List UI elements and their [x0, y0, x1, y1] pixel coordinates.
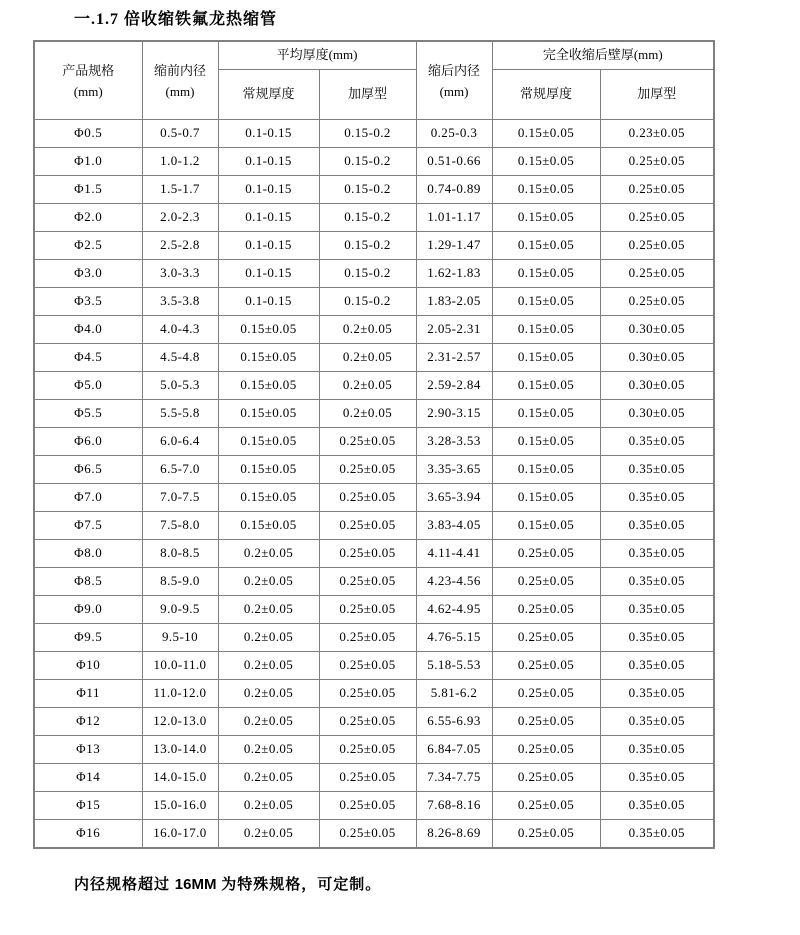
cell-wall-regular-thickness: 0.25±0.05	[492, 624, 600, 652]
cell-spec: Φ14	[34, 764, 142, 792]
cell-post-inner-diameter: 3.35-3.65	[416, 456, 492, 484]
cell-post-inner-diameter: 1.62-1.83	[416, 260, 492, 288]
cell-avg-regular-thickness: 0.2±0.05	[218, 764, 319, 792]
spec-table-body	[34, 120, 714, 849]
cell-pre-inner-diameter: 6.5-7.0	[142, 456, 218, 484]
table-row	[34, 596, 714, 624]
cell-avg-thickened: 0.25±0.05	[319, 540, 416, 568]
cell-spec: Φ3.5	[34, 288, 142, 316]
cell-post-inner-diameter: 4.76-5.15	[416, 624, 492, 652]
cell-spec: Φ15	[34, 792, 142, 820]
cell-spec: Φ9.5	[34, 624, 142, 652]
cell-avg-regular-thickness: 0.1-0.15	[218, 148, 319, 176]
cell-spec: Φ2.0	[34, 204, 142, 232]
cell-wall-regular-thickness: 0.25±0.05	[492, 596, 600, 624]
cell-pre-inner-diameter: 3.0-3.3	[142, 260, 218, 288]
cell-avg-thickened: 0.2±0.05	[319, 316, 416, 344]
cell-wall-regular-thickness: 0.15±0.05	[492, 428, 600, 456]
cell-wall-thickened: 0.23±0.05	[600, 120, 714, 148]
cell-avg-regular-thickness: 0.2±0.05	[218, 708, 319, 736]
cell-avg-regular-thickness: 0.2±0.05	[218, 540, 319, 568]
cell-wall-regular-thickness: 0.15±0.05	[492, 232, 600, 260]
cell-avg-regular-thickness: 0.2±0.05	[218, 736, 319, 764]
table-row	[34, 344, 714, 372]
cell-avg-regular-thickness: 0.2±0.05	[218, 596, 319, 624]
cell-avg-thickened: 0.25±0.05	[319, 680, 416, 708]
cell-post-inner-diameter: 0.25-0.3	[416, 120, 492, 148]
cell-pre-inner-diameter: 2.0-2.3	[142, 204, 218, 232]
cell-avg-regular-thickness: 0.2±0.05	[218, 820, 319, 849]
cell-wall-regular-thickness: 0.15±0.05	[492, 344, 600, 372]
cell-post-inner-diameter: 3.65-3.94	[416, 484, 492, 512]
column-header-product-spec-label: 产品规格	[62, 62, 115, 78]
table-row	[34, 764, 714, 792]
cell-post-inner-diameter: 3.28-3.53	[416, 428, 492, 456]
cell-pre-inner-diameter: 4.5-4.8	[142, 344, 218, 372]
footer-note-suffix: 为特殊规格，可定制。	[216, 877, 382, 893]
cell-avg-thickened: 0.15-0.2	[319, 148, 416, 176]
column-group-full-shrink-wall: 完全收缩后壁厚(mm)	[492, 41, 714, 70]
table-row	[34, 736, 714, 764]
cell-wall-regular-thickness: 0.25±0.05	[492, 708, 600, 736]
cell-wall-regular-thickness: 0.15±0.05	[492, 176, 600, 204]
cell-wall-regular-thickness: 0.25±0.05	[492, 652, 600, 680]
cell-wall-thickened: 0.35±0.05	[600, 708, 714, 736]
cell-post-inner-diameter: 0.51-0.66	[416, 148, 492, 176]
cell-wall-regular-thickness: 0.15±0.05	[492, 260, 600, 288]
cell-avg-regular-thickness: 0.15±0.05	[218, 428, 319, 456]
table-row	[34, 708, 714, 736]
cell-pre-inner-diameter: 15.0-16.0	[142, 792, 218, 820]
cell-wall-thickened: 0.25±0.05	[600, 204, 714, 232]
cell-avg-thickened: 0.25±0.05	[319, 568, 416, 596]
cell-avg-regular-thickness: 0.15±0.05	[218, 344, 319, 372]
cell-avg-thickened: 0.25±0.05	[319, 596, 416, 624]
cell-wall-regular-thickness: 0.25±0.05	[492, 680, 600, 708]
cell-pre-inner-diameter: 16.0-17.0	[142, 820, 218, 849]
cell-wall-regular-thickness: 0.15±0.05	[492, 512, 600, 540]
cell-spec: Φ6.5	[34, 456, 142, 484]
cell-wall-thickened: 0.30±0.05	[600, 316, 714, 344]
cell-spec: Φ1.0	[34, 148, 142, 176]
table-row	[34, 792, 714, 820]
cell-avg-regular-thickness: 0.1-0.15	[218, 232, 319, 260]
cell-spec: Φ4.5	[34, 344, 142, 372]
table-row	[34, 540, 714, 568]
cell-spec: Φ5.5	[34, 400, 142, 428]
cell-wall-thickened: 0.35±0.05	[600, 596, 714, 624]
table-row	[34, 624, 714, 652]
footer-note-size-value: 16MM	[174, 876, 217, 893]
cell-avg-thickened: 0.15-0.2	[319, 232, 416, 260]
cell-wall-thickened: 0.35±0.05	[600, 736, 714, 764]
cell-avg-thickened: 0.25±0.05	[319, 820, 416, 849]
cell-post-inner-diameter: 2.31-2.57	[416, 344, 492, 372]
cell-wall-regular-thickness: 0.15±0.05	[492, 316, 600, 344]
cell-avg-thickened: 0.15-0.2	[319, 260, 416, 288]
cell-wall-thickened: 0.35±0.05	[600, 624, 714, 652]
cell-pre-inner-diameter: 8.5-9.0	[142, 568, 218, 596]
table-row	[34, 288, 714, 316]
cell-avg-regular-thickness: 0.1-0.15	[218, 260, 319, 288]
cell-post-inner-diameter: 1.83-2.05	[416, 288, 492, 316]
cell-wall-thickened: 0.35±0.05	[600, 540, 714, 568]
cell-avg-thickened: 0.25±0.05	[319, 512, 416, 540]
column-header-post-inner-diameter-label: 缩后内径	[428, 62, 481, 78]
cell-post-inner-diameter: 4.23-4.56	[416, 568, 492, 596]
table-row	[34, 372, 714, 400]
cell-wall-regular-thickness: 0.25±0.05	[492, 568, 600, 596]
cell-avg-regular-thickness: 0.15±0.05	[218, 400, 319, 428]
column-header-pre-inner-diameter-unit: (mm)	[165, 83, 195, 99]
cell-wall-thickened: 0.25±0.05	[600, 232, 714, 260]
cell-pre-inner-diameter: 11.0-12.0	[142, 680, 218, 708]
cell-avg-thickened: 0.25±0.05	[319, 484, 416, 512]
table-row	[34, 204, 714, 232]
cell-wall-thickened: 0.35±0.05	[600, 484, 714, 512]
cell-spec: Φ13	[34, 736, 142, 764]
cell-post-inner-diameter: 7.34-7.75	[416, 764, 492, 792]
column-header-post-inner-diameter	[416, 41, 492, 120]
cell-avg-regular-thickness: 0.1-0.15	[218, 288, 319, 316]
column-header-wall-regular-thickness: 常规厚度	[492, 70, 600, 120]
table-row	[34, 148, 714, 176]
cell-wall-thickened: 0.35±0.05	[600, 568, 714, 596]
cell-avg-thickened: 0.25±0.05	[319, 428, 416, 456]
column-header-product-spec-unit: (mm)	[73, 83, 103, 99]
table-row	[34, 120, 714, 148]
cell-avg-thickened: 0.15-0.2	[319, 176, 416, 204]
cell-post-inner-diameter: 6.55-6.93	[416, 708, 492, 736]
cell-post-inner-diameter: 1.01-1.17	[416, 204, 492, 232]
cell-wall-regular-thickness: 0.15±0.05	[492, 288, 600, 316]
table-row	[34, 512, 714, 540]
cell-wall-thickened: 0.35±0.05	[600, 680, 714, 708]
footer-note	[74, 873, 381, 894]
spec-table	[33, 40, 715, 849]
cell-pre-inner-diameter: 9.0-9.5	[142, 596, 218, 624]
cell-wall-thickened: 0.25±0.05	[600, 176, 714, 204]
cell-wall-regular-thickness: 0.15±0.05	[492, 456, 600, 484]
column-header-product-spec	[34, 41, 142, 120]
cell-wall-regular-thickness: 0.15±0.05	[492, 148, 600, 176]
column-header-pre-inner-diameter-label: 缩前内径	[153, 62, 206, 78]
cell-pre-inner-diameter: 13.0-14.0	[142, 736, 218, 764]
cell-avg-thickened: 0.25±0.05	[319, 736, 416, 764]
cell-avg-thickened: 0.25±0.05	[319, 624, 416, 652]
cell-avg-regular-thickness: 0.1-0.15	[218, 176, 319, 204]
cell-avg-regular-thickness: 0.15±0.05	[218, 512, 319, 540]
cell-wall-thickened: 0.35±0.05	[600, 512, 714, 540]
cell-wall-regular-thickness: 0.15±0.05	[492, 484, 600, 512]
cell-avg-regular-thickness: 0.1-0.15	[218, 120, 319, 148]
cell-wall-regular-thickness: 0.15±0.05	[492, 120, 600, 148]
cell-avg-thickened: 0.2±0.05	[319, 372, 416, 400]
cell-pre-inner-diameter: 14.0-15.0	[142, 764, 218, 792]
cell-post-inner-diameter: 2.59-2.84	[416, 372, 492, 400]
cell-pre-inner-diameter: 0.5-0.7	[142, 120, 218, 148]
cell-post-inner-diameter: 2.05-2.31	[416, 316, 492, 344]
column-header-avg-thickened: 加厚型	[319, 70, 416, 120]
cell-wall-thickened: 0.30±0.05	[600, 344, 714, 372]
cell-spec: Φ12	[34, 708, 142, 736]
cell-pre-inner-diameter: 8.0-8.5	[142, 540, 218, 568]
cell-wall-thickened: 0.35±0.05	[600, 820, 714, 849]
cell-spec: Φ7.5	[34, 512, 142, 540]
cell-wall-thickened: 0.25±0.05	[600, 260, 714, 288]
cell-wall-thickened: 0.25±0.05	[600, 288, 714, 316]
column-header-wall-thickened: 加厚型	[600, 70, 714, 120]
cell-spec: Φ8.5	[34, 568, 142, 596]
cell-pre-inner-diameter: 4.0-4.3	[142, 316, 218, 344]
cell-pre-inner-diameter: 1.5-1.7	[142, 176, 218, 204]
cell-post-inner-diameter: 3.83-4.05	[416, 512, 492, 540]
cell-avg-thickened: 0.15-0.2	[319, 288, 416, 316]
cell-avg-regular-thickness: 0.15±0.05	[218, 456, 319, 484]
cell-avg-thickened: 0.25±0.05	[319, 792, 416, 820]
cell-avg-regular-thickness: 0.15±0.05	[218, 484, 319, 512]
cell-avg-thickened: 0.25±0.05	[319, 456, 416, 484]
table-row	[34, 400, 714, 428]
cell-spec: Φ16	[34, 820, 142, 849]
table-row	[34, 428, 714, 456]
cell-avg-thickened: 0.15-0.2	[319, 120, 416, 148]
cell-avg-regular-thickness: 0.15±0.05	[218, 372, 319, 400]
cell-pre-inner-diameter: 5.5-5.8	[142, 400, 218, 428]
cell-wall-regular-thickness: 0.15±0.05	[492, 400, 600, 428]
cell-wall-regular-thickness: 0.25±0.05	[492, 540, 600, 568]
column-header-pre-inner-diameter	[142, 41, 218, 120]
cell-post-inner-diameter: 6.84-7.05	[416, 736, 492, 764]
cell-avg-thickened: 0.2±0.05	[319, 344, 416, 372]
cell-avg-thickened: 0.25±0.05	[319, 764, 416, 792]
cell-spec: Φ1.5	[34, 176, 142, 204]
cell-wall-regular-thickness: 0.25±0.05	[492, 736, 600, 764]
cell-wall-regular-thickness: 0.25±0.05	[492, 820, 600, 849]
cell-post-inner-diameter: 7.68-8.16	[416, 792, 492, 820]
cell-spec: Φ9.0	[34, 596, 142, 624]
cell-avg-thickened: 0.25±0.05	[319, 708, 416, 736]
cell-avg-regular-thickness: 0.2±0.05	[218, 652, 319, 680]
table-row	[34, 680, 714, 708]
cell-pre-inner-diameter: 12.0-13.0	[142, 708, 218, 736]
table-row	[34, 568, 714, 596]
cell-spec: Φ2.5	[34, 232, 142, 260]
table-row	[34, 316, 714, 344]
cell-avg-thickened: 0.15-0.2	[319, 204, 416, 232]
cell-post-inner-diameter: 5.18-5.53	[416, 652, 492, 680]
cell-pre-inner-diameter: 3.5-3.8	[142, 288, 218, 316]
cell-wall-thickened: 0.35±0.05	[600, 792, 714, 820]
cell-wall-thickened: 0.35±0.05	[600, 764, 714, 792]
cell-spec: Φ6.0	[34, 428, 142, 456]
cell-post-inner-diameter: 0.74-0.89	[416, 176, 492, 204]
column-header-avg-regular-thickness: 常规厚度	[218, 70, 319, 120]
cell-post-inner-diameter: 4.11-4.41	[416, 540, 492, 568]
cell-pre-inner-diameter: 10.0-11.0	[142, 652, 218, 680]
table-row	[34, 260, 714, 288]
table-row	[34, 176, 714, 204]
cell-spec: Φ8.0	[34, 540, 142, 568]
cell-pre-inner-diameter: 7.0-7.5	[142, 484, 218, 512]
cell-wall-thickened: 0.25±0.05	[600, 148, 714, 176]
cell-wall-regular-thickness: 0.15±0.05	[492, 372, 600, 400]
table-row	[34, 484, 714, 512]
table-row	[34, 456, 714, 484]
cell-pre-inner-diameter: 1.0-1.2	[142, 148, 218, 176]
cell-avg-regular-thickness: 0.2±0.05	[218, 568, 319, 596]
cell-wall-regular-thickness: 0.15±0.05	[492, 204, 600, 232]
cell-spec: Φ3.0	[34, 260, 142, 288]
cell-wall-thickened: 0.35±0.05	[600, 428, 714, 456]
cell-spec: Φ4.0	[34, 316, 142, 344]
cell-wall-thickened: 0.30±0.05	[600, 400, 714, 428]
cell-wall-thickened: 0.35±0.05	[600, 456, 714, 484]
cell-pre-inner-diameter: 5.0-5.3	[142, 372, 218, 400]
cell-spec: Φ0.5	[34, 120, 142, 148]
cell-post-inner-diameter: 5.81-6.2	[416, 680, 492, 708]
cell-avg-regular-thickness: 0.2±0.05	[218, 624, 319, 652]
cell-pre-inner-diameter: 2.5-2.8	[142, 232, 218, 260]
cell-avg-regular-thickness: 0.2±0.05	[218, 680, 319, 708]
cell-pre-inner-diameter: 6.0-6.4	[142, 428, 218, 456]
column-header-post-inner-diameter-unit: (mm)	[439, 83, 469, 99]
cell-avg-thickened: 0.2±0.05	[319, 400, 416, 428]
cell-pre-inner-diameter: 7.5-8.0	[142, 512, 218, 540]
cell-spec: Φ10	[34, 652, 142, 680]
table-row	[34, 820, 714, 849]
cell-wall-regular-thickness: 0.25±0.05	[492, 792, 600, 820]
cell-avg-thickened: 0.25±0.05	[319, 652, 416, 680]
cell-spec: Φ7.0	[34, 484, 142, 512]
cell-wall-regular-thickness: 0.25±0.05	[492, 764, 600, 792]
table-row	[34, 232, 714, 260]
cell-spec: Φ5.0	[34, 372, 142, 400]
cell-post-inner-diameter: 4.62-4.95	[416, 596, 492, 624]
cell-avg-regular-thickness: 0.2±0.05	[218, 792, 319, 820]
cell-avg-regular-thickness: 0.1-0.15	[218, 204, 319, 232]
cell-wall-thickened: 0.35±0.05	[600, 652, 714, 680]
cell-spec: Φ11	[34, 680, 142, 708]
footer-note-prefix: 内径规格超过	[74, 877, 175, 893]
cell-post-inner-diameter: 8.26-8.69	[416, 820, 492, 849]
column-group-avg-thickness: 平均厚度(mm)	[218, 41, 416, 70]
page-title: 一.1.7 倍收缩铁氟龙热缩管	[74, 11, 278, 28]
cell-post-inner-diameter: 1.29-1.47	[416, 232, 492, 260]
cell-wall-thickened: 0.30±0.05	[600, 372, 714, 400]
cell-post-inner-diameter: 2.90-3.15	[416, 400, 492, 428]
table-row	[34, 652, 714, 680]
cell-avg-regular-thickness: 0.15±0.05	[218, 316, 319, 344]
cell-pre-inner-diameter: 9.5-10	[142, 624, 218, 652]
